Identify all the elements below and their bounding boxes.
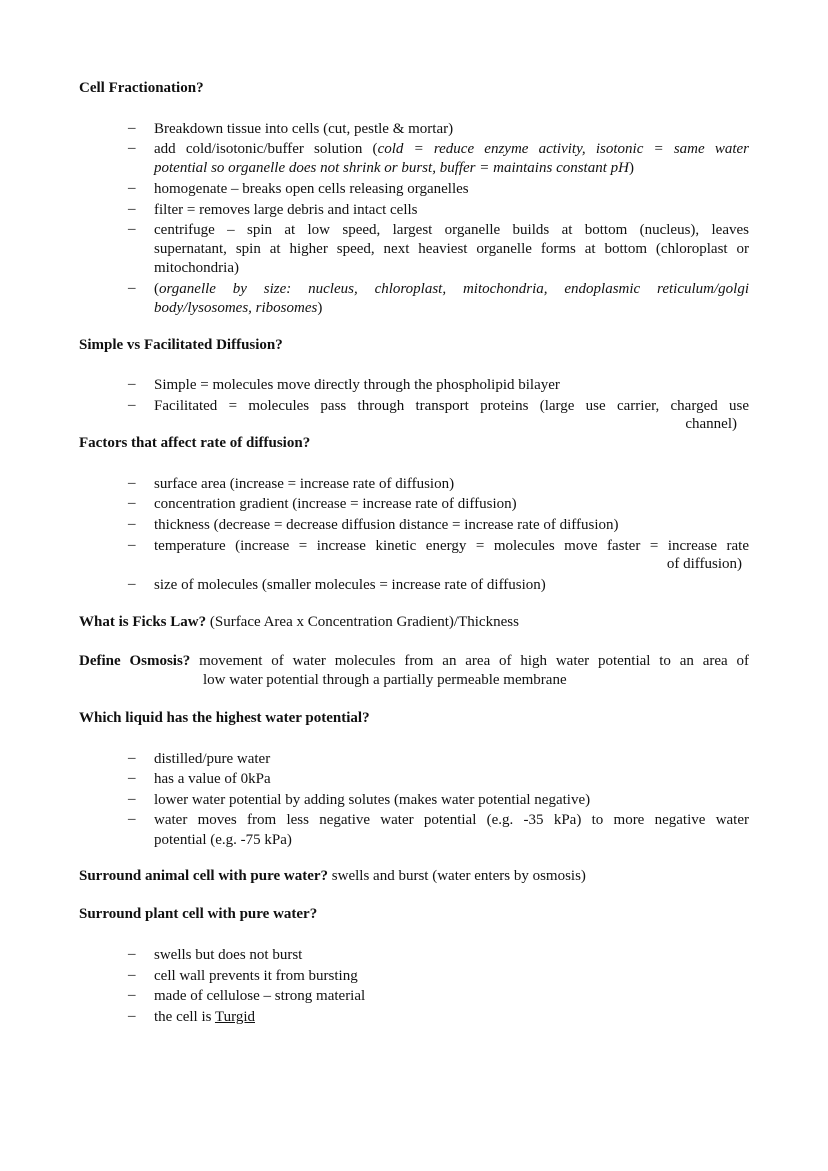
list-item: distilled/pure water (154, 751, 271, 767)
heading-cell-fractionation: Cell Fractionation? (79, 80, 204, 96)
heading-diffusion: Simple vs Facilitated Diffusion? (79, 337, 283, 353)
answer-text: swells and burst (water enters by osmosis) (328, 868, 586, 884)
bullet-dash: – (128, 811, 136, 827)
bullet-dash: – (128, 397, 136, 413)
bullet-dash: – (128, 770, 136, 786)
list-item: surface area (increase = increase rate of diffusion) (154, 476, 455, 492)
text-segment: add cold/isotonic/buffer solution ( (154, 141, 378, 157)
list-item: centrifuge – spin at low speed, largest organelle builds at bottom (nucleus), leaves (154, 222, 749, 238)
list-item (154, 280, 749, 300)
list-item: homogenate – breaks open cells releasing organelles (154, 181, 469, 197)
heading-osmosis (79, 653, 749, 670)
italic-text: cold = reduce enzyme activity, isotonic = same water (377, 141, 749, 157)
heading-factors: Factors that affect rate of diffusion? (79, 435, 311, 451)
bullet-dash: – (128, 140, 136, 156)
list-item-continuation: channel) (685, 416, 737, 432)
list-item-continuation: supernatant, spin at higher speed, next heaviest organelle forms at bottom (chloroplast or (154, 241, 749, 257)
text-segment: ) (317, 300, 323, 316)
list-item: swells but does not burst (154, 947, 303, 963)
list-item: size of molecules (smaller molecules = increase rate of diffusion) (154, 577, 546, 593)
heading-water-potential: Which liquid has the highest water potential? (79, 710, 370, 726)
list-item: Breakdown tissue into cells (cut, pestle & mortar) (154, 121, 454, 137)
list-item-continuation: mitochondria) (154, 260, 239, 276)
underlined-term: Turgid (214, 1009, 255, 1025)
bullet-dash: – (128, 221, 136, 237)
heading-animal-cell (79, 868, 586, 885)
heading-plant-cell: Surround plant cell with pure water? (79, 906, 318, 922)
list-item: made of cellulose – strong material (154, 988, 366, 1004)
bullet-dash: – (128, 180, 136, 196)
bullet-dash: – (128, 376, 136, 392)
italic-text: organelle by size: nucleus, chloroplast, mitochondria, endoplasmic reticulum/golgi (159, 281, 749, 297)
question-label: Define Osmosis? (79, 653, 191, 669)
list-item: filter = removes large debris and intact cells (154, 202, 418, 218)
bullet-dash: – (128, 120, 136, 136)
list-item: Facilitated = molecules pass through transport proteins (large use carrier, charged use (154, 398, 749, 414)
bullet-dash: – (128, 516, 136, 532)
text-segment: ) (628, 160, 634, 176)
question-label: Surround animal cell with pure water? (79, 868, 329, 884)
answer-continuation: low water potential through a partially permeable membrane (203, 672, 567, 688)
heading-ficks-law (79, 614, 519, 631)
list-item: thickness (decrease = decrease diffusion distance = increase rate of diffusion) (154, 517, 619, 533)
bullet-dash: – (128, 1008, 136, 1024)
bullet-dash: – (128, 537, 136, 553)
list-item (154, 140, 749, 160)
answer-text: (Surface Area x Concentration Gradient)/Thickness (206, 614, 519, 630)
list-item: cell wall prevents it from bursting (154, 968, 358, 984)
list-item: lower water potential by adding solutes (makes water potential negative) (154, 792, 591, 808)
list-item-continuation: potential (e.g. -75 kPa) (154, 832, 292, 848)
bullet-dash: – (128, 495, 136, 511)
bullet-dash: – (128, 750, 136, 766)
bullet-dash: – (128, 967, 136, 983)
text-segment: ( (154, 281, 159, 297)
bullet-dash: – (128, 280, 136, 296)
bullet-dash: – (128, 475, 136, 491)
list-item: concentration gradient (increase = increase rate of diffusion) (154, 496, 517, 512)
bullet-dash: – (128, 201, 136, 217)
answer-text: movement of water molecules from an area of high water potential to an area of (190, 653, 749, 669)
bullet-dash: – (128, 987, 136, 1003)
question-label: What is Ficks Law? (79, 614, 207, 630)
text-segment: the cell is (154, 1009, 215, 1025)
bullet-dash: – (128, 946, 136, 962)
bullet-dash: – (128, 576, 136, 592)
list-item-continuation: of diffusion) (666, 556, 742, 572)
bullet-dash: – (128, 791, 136, 807)
list-item: water moves from less negative water potential (e.g. -35 kPa) to more negative water (154, 812, 749, 828)
list-item (154, 1008, 749, 1028)
list-item-continuation (154, 299, 749, 319)
list-item: temperature (increase = increase kinetic energy = molecules move faster = increase rate (154, 538, 749, 554)
italic-text: potential so organelle does not shrink or burst, buffer = maintains constant pH (154, 160, 629, 176)
italic-text: body/lysosomes, ribosomes (154, 300, 318, 316)
list-item: Simple = molecules move directly through the phospholipid bilayer (154, 377, 560, 393)
list-item-continuation (154, 159, 749, 179)
list-item: has a value of 0kPa (154, 771, 271, 787)
